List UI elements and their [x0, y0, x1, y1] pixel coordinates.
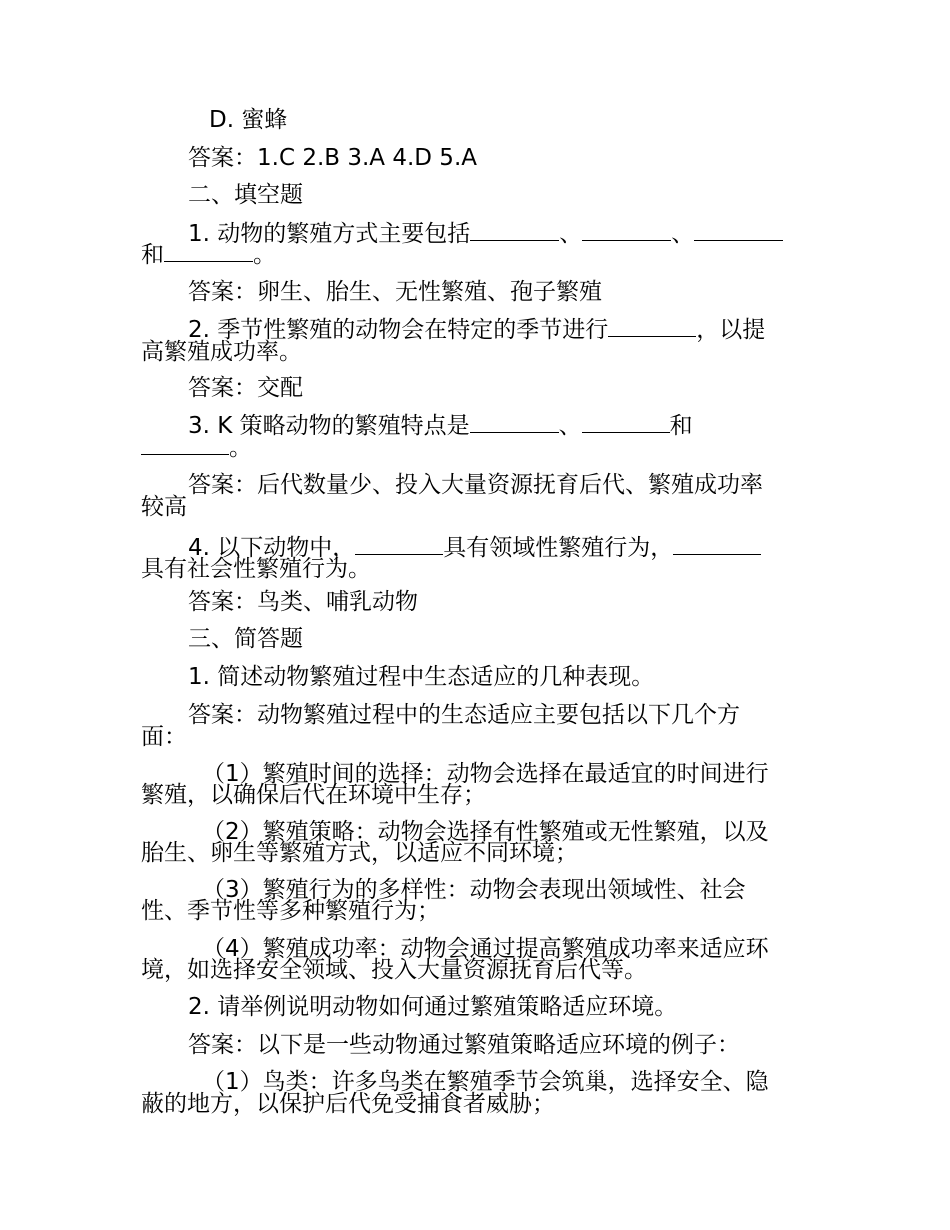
section-heading-fill-blank — [188, 183, 303, 207]
answer-4 — [188, 590, 418, 614]
answer-text: 繁殖，以确保后代在环境中生存； — [141, 782, 486, 808]
option-d-text: D. 蜜蜂 — [209, 107, 288, 133]
answer-text: 性、季节性等多种繁殖行为； — [141, 898, 440, 924]
answer-text: 答案：后代数量少、投入大量资源抚育后代、繁殖成功率 — [188, 472, 763, 498]
answer-blank — [470, 414, 559, 433]
answer-blank — [470, 222, 559, 241]
question-text: 2. 请举例说明动物如何通过繁殖策略适应环境。 — [188, 994, 678, 1020]
question-text: 和 — [141, 242, 164, 268]
answer-2 — [188, 376, 303, 400]
answer-blank — [694, 222, 783, 241]
question-text: 1. 动物的繁殖方式主要包括 — [188, 221, 471, 247]
answer-choice-text: 答案：1.C 2.B 3.A 4.D 5.A — [188, 145, 477, 171]
question-3-line-1 — [188, 414, 693, 438]
question-1-line-1 — [188, 222, 783, 246]
answer-blank — [164, 243, 253, 262]
question-text: 和 — [669, 413, 693, 439]
question-3-line-2 — [141, 436, 252, 460]
answer-blank — [582, 414, 670, 433]
question-text: 。 — [229, 435, 252, 461]
short-answer-1-point-2-line-2 — [141, 841, 578, 865]
answer-text: 答案：以下是一些动物通过繁殖策略适应环境的例子： — [188, 1032, 740, 1058]
answer-text: 面： — [141, 724, 187, 750]
short-answer-1-point-1-line-2 — [141, 783, 486, 807]
question-text: 具有领域性繁殖行为， — [443, 535, 674, 561]
answer-text: （1）繁殖时间的选择：动物会选择在最适宜的时间进行 — [202, 761, 769, 787]
question-text: 。 — [253, 242, 276, 268]
question-text: 2. 季节性繁殖的动物会在特定的季节进行 — [188, 317, 609, 343]
answer-blank — [355, 536, 443, 555]
answer-text: 答案：交配 — [188, 375, 303, 401]
answer-choice-section — [188, 146, 477, 170]
answer-text: （2）繁殖策略：动物会选择有性繁殖或无性繁殖，以及 — [202, 819, 769, 845]
separator-text: 、 — [559, 221, 583, 247]
short-answer-2-intro — [188, 1033, 740, 1057]
answer-text: 答案：动物繁殖过程中的生态适应主要包括以下几个方 — [188, 702, 740, 728]
answer-3-line-1 — [188, 473, 763, 497]
question-text: ，以提 — [696, 317, 766, 343]
question-text: 具有社会性繁殖行为。 — [141, 556, 371, 582]
answer-text: 较高 — [141, 494, 187, 520]
question-1-line-2 — [141, 243, 276, 267]
answer-blank — [673, 536, 761, 555]
short-question-1 — [188, 665, 654, 689]
answer-text: 蔽的地方，以保护后代免受捕食者威胁； — [141, 1091, 555, 1117]
short-question-2 — [188, 995, 677, 1019]
short-answer-1-point-3-line-2 — [141, 899, 440, 923]
question-4-line-2 — [141, 557, 371, 581]
answer-text: （3）繁殖行为的多样性：动物会表现出领域性、社会 — [202, 877, 746, 903]
short-answer-2-point-1-line-2 — [141, 1092, 555, 1116]
answer-text: （1）鸟类：许多鸟类在繁殖季节会筑巢，选择安全、隐 — [202, 1069, 769, 1095]
answer-3-line-2 — [141, 495, 187, 519]
separator-text: 、 — [558, 413, 582, 439]
separator-text: 、 — [671, 221, 695, 247]
answer-text: 答案：卵生、胎生、无性繁殖、孢子繁殖 — [188, 279, 602, 305]
answer-1 — [188, 280, 602, 304]
question-text: 3. K 策略动物的繁殖特点是 — [188, 413, 470, 439]
answer-blank — [608, 318, 696, 337]
short-answer-1-point-4-line-2 — [141, 958, 647, 982]
question-text: 4. 以下动物中， — [188, 535, 356, 561]
short-answer-1-intro-line-2 — [141, 725, 187, 749]
question-2-line-2 — [141, 340, 302, 364]
answer-text: 境，如选择安全领域、投入大量资源抚育后代等。 — [141, 957, 647, 983]
section-heading-text: 二、填空题 — [188, 182, 303, 208]
section-heading-short-answer — [188, 627, 303, 651]
answer-blank — [141, 436, 229, 455]
option-d — [209, 108, 287, 132]
section-heading-text: 三、简答题 — [188, 626, 303, 652]
question-text: 高繁殖成功率。 — [141, 339, 302, 365]
answer-text: 答案：鸟类、哺乳动物 — [188, 589, 418, 615]
short-answer-1-intro-line-1 — [188, 703, 740, 727]
question-text: 1. 简述动物繁殖过程中生态适应的几种表现。 — [188, 664, 655, 690]
answer-text: （4）繁殖成功率：动物会通过提高繁殖成功率来适应环 — [202, 936, 769, 962]
answer-text: 胎生、卵生等繁殖方式，以适应不同环境； — [141, 840, 578, 866]
answer-blank — [582, 222, 671, 241]
